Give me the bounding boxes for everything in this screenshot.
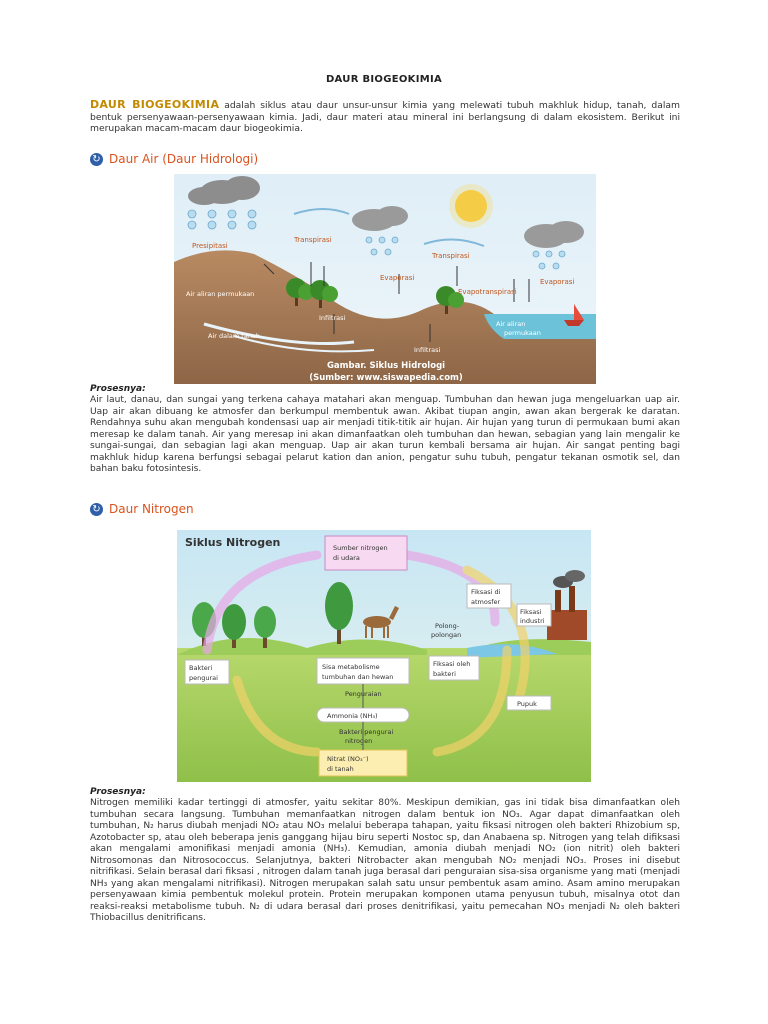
label-penguraian: Penguraian	[345, 690, 382, 698]
label-permukaan: permukaan	[504, 329, 541, 337]
intro-paragraph	[90, 99, 680, 135]
label-fiksasi-bakteri-2: bakteri	[433, 670, 456, 678]
label-air-dalam-tanah: Air dalam tanah	[208, 332, 261, 340]
label-polong-1: Polong-	[435, 622, 460, 630]
hydrologic-cycle-diagram	[174, 174, 596, 384]
label-evaporasi-1: Evaporasi	[380, 274, 415, 282]
label-bakteri-nitrogen-1: Bakteri pengurai	[339, 728, 394, 736]
label-presipitasi: Presipitasi	[192, 242, 228, 250]
label-bakteri-pengurai-1: Bakteri	[189, 664, 213, 672]
label-nitrat-1: Nitrat (NO₃⁻)	[327, 755, 369, 763]
label-polong-2: polongan	[431, 631, 462, 639]
nitrogen-cycle-diagram	[177, 530, 591, 782]
heading-daur-air-sub: Daur Hidrologi	[166, 152, 254, 166]
label-infiltrasi-2: Infiltrasi	[414, 346, 441, 354]
box-sumber-nitrogen	[325, 536, 407, 570]
recycle-icon: ↻	[90, 503, 103, 516]
intro-lead: DAUR BIOGEOKIMIA	[90, 98, 220, 111]
label-bakteri-nitrogen-2: nitrogen	[345, 737, 373, 745]
label-fiksasi-atm-1: Fiksasi di	[471, 588, 501, 596]
label-fiksasi-bakteri-1: Fiksasi oleh	[433, 660, 471, 668]
heading-daur-nitrogen-text: Daur Nitrogen	[109, 502, 194, 516]
label-sumber-1: Sumber nitrogen	[333, 544, 388, 552]
hydro-caption-line1: Gambar. Siklus Hidrologi	[326, 361, 446, 371]
proses-label-air: Prosesnya:	[90, 384, 146, 394]
heading-daur-nitrogen	[90, 502, 194, 516]
proses-text-air: Air laut, danau, dan sungai yang terkena cahaya matahari akan menguap. Tumbuhan dan hewan juga mengeluarkan uap air. Uap air akan dibuang ke atmosfer dan berkumpul membentuk awan. Akibat tiupan angin, awan akan bergerak ke daratan. Rendahnya suhu akan mengubah kondensasi uap air menjadi titik-titik air hujan. Air hujan yang turun di permukaan bumi akan meresap ke dalam tanah. Air yang meresap ini akan dimanfaatkan oleh tumbuhan dan hewan, sebagian yang lain mengalir ke sungai-sungai, dan sebagian lagi akan menguap. Uap air akan turun kembali bersama air hujan. Air sangat penting bagi makhluk hidup karena berfungsi sebagai pelarut kation dan anion, pengatur suhu tubuh, pengatur tekanan osmotik sel, dan bahan baku fotosintesis.	[90, 395, 680, 474]
proses-label-nitrogen: Prosesnya:	[90, 787, 146, 797]
proses-text-nitrogen: Nitrogen memiliki kadar tertinggi di atmosfer, yaitu sekitar 80%. Meskipun demikian, gas ini tidak bisa dimanfaatkan oleh tumbuhan secara langsung. Tumbuhan memanfaatkan nitrogen dalam bentuk ion NO₃. Agar dapat dimanfaatkan oleh tumbuhan, N₂ harus diubah menjadi NO₂ atau NO₃ melalui beberapa tahapan, yaitu fiksasi nitrogen oleh bakteri Rhizobium sp, Azotobacter sp, atau oleh beberapa jenis ganggang hijau biru seperti Nostoc sp, dan Anabaena sp. Nitrogen yang telah difiksasi akan mengalami amonifikasi menjadi amonia (NH₃). Kemudian, amonia diubah menjadi NO₂ (ion nitrit) oleh bakteri Nitrosomonas dan Nitrosococcus. Selanjutnya, bakteri Nitrobacter akan mengubah NO₂ menjadi NO₃. Proses ini disebut nitrifikasi. Selain berasal dari fiksasi , nitrogen dalam tanah juga berasal dari penguraian sisa-sisa organisme yang mati (menjadi NH₃ yang akan mengalami nitrifikasi). Nitrogen merupakan salah satu unsur pembentuk asam amino. Asam amino merupakan persenyawaan kimia pembentuk molekul protein. Protein merupakan komponen utama penyusun tubuh, misalnya otot dan reaksi-reaksi metabolisme tubuh. N₂ di udara berasal dari proses denitrifikasi, yaitu pemecahan NO₃ menjadi N₂ oleh bakteri Thiobacillus denitrificans.	[90, 798, 680, 923]
label-air-aliran-permukaan: Air aliran permukaan	[186, 290, 255, 298]
label-air-aliran: Air aliran	[496, 320, 526, 328]
heading-daur-air-text: Daur Air (	[109, 152, 167, 166]
label-ammonia: Ammonia (NH₃)	[327, 712, 378, 720]
label-fiksasi-ind-1: Fiksasi	[520, 608, 542, 616]
label-evaporasi-2: Evaporasi	[540, 278, 575, 286]
label-evapotranspirasi: Evapotranspirasi	[458, 288, 517, 296]
recycle-icon: ↻	[90, 153, 103, 166]
intro-text: adalah siklus atau daur unsur-unsur kimia yang melewati tubuh makhluk hidup, tanah, dalam bentuk persenyawaan-persenyawaan kimia. Jadi, daur materi atau mineral ini berlangsung di dalam ekosistem. Berikut ini merupakan macam-macam daur biogeokimia.	[90, 100, 681, 135]
hydrologic-cycle-figure	[174, 174, 596, 384]
label-sisa-2: tumbuhan dan hewan	[322, 673, 394, 681]
heading-daur-air	[90, 152, 258, 166]
label-fiksasi-atm-2: atmosfer	[471, 598, 501, 606]
label-nitrat-2: di tanah	[327, 765, 354, 773]
document-title: DAUR BIOGEOKIMIA	[325, 74, 443, 85]
label-bakteri-pengurai-2: pengurai	[189, 674, 218, 682]
label-infiltrasi-1: Infiltrasi	[319, 314, 346, 322]
label-sumber-2: di udara	[333, 554, 360, 562]
label-transpirasi-2: Transpirasi	[432, 252, 470, 260]
label-sisa-1: Sisa metabolisme	[322, 663, 380, 671]
nitrogen-cycle-figure	[177, 530, 591, 782]
label-fiksasi-ind-2: industri	[520, 617, 545, 625]
hydro-caption-line2: (Sumber: www.siswapedia.com)	[309, 373, 463, 383]
nitrogen-figure-title: Siklus Nitrogen	[185, 536, 281, 549]
label-transpirasi-1: Transpirasi	[294, 236, 332, 244]
label-pupuk: Pupuk	[517, 700, 537, 708]
heading-daur-air-close: )	[253, 152, 259, 166]
